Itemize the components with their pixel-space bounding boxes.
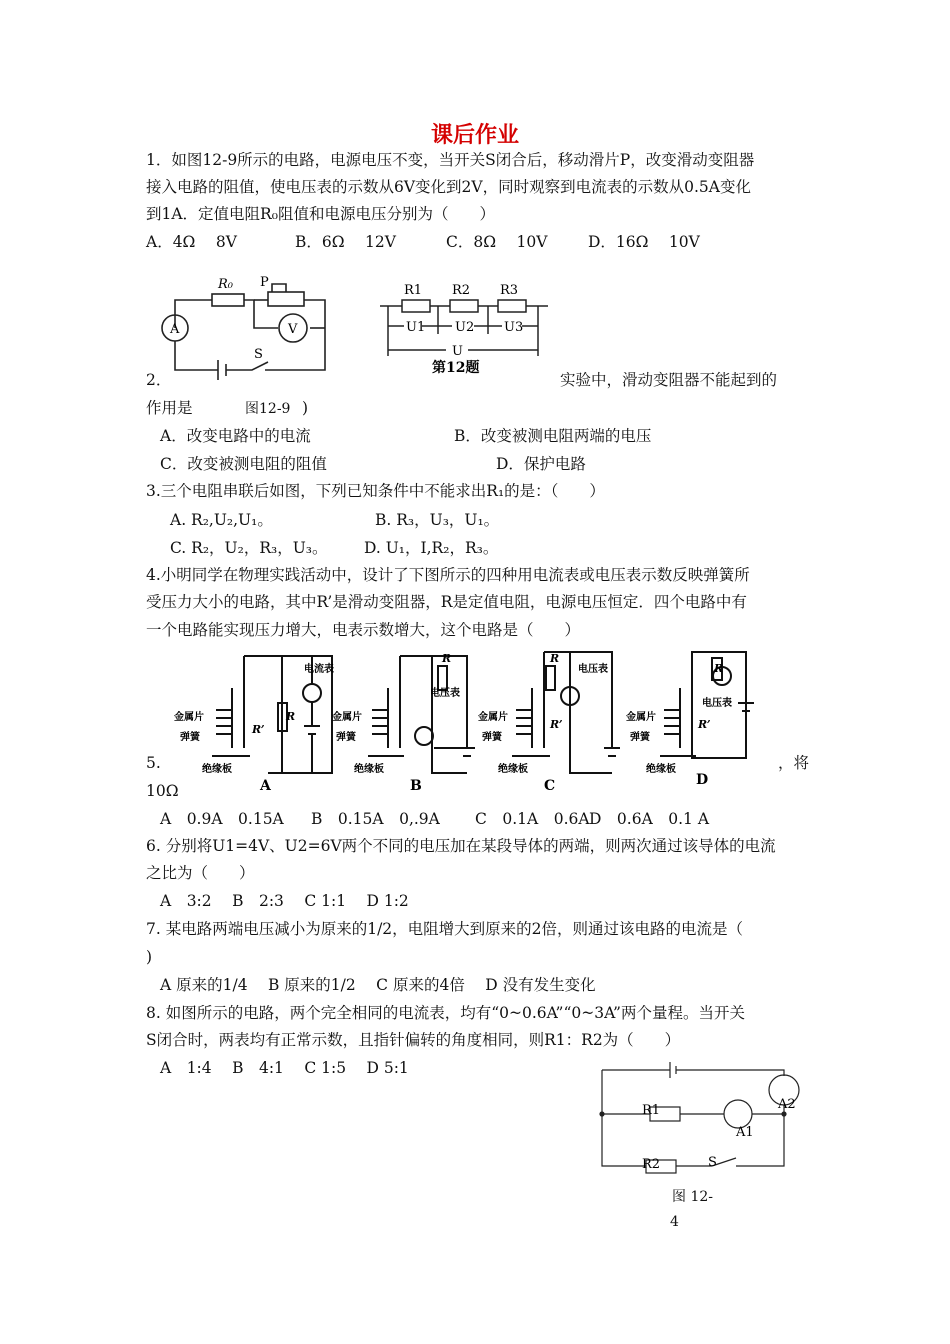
q1-option-d: D．16Ω 10V (588, 233, 700, 251)
circuit-a-metal-label: 金属片 (174, 712, 204, 723)
fig12-r3-label: R3 (500, 283, 519, 298)
q2-option-d: D．保护电路 (496, 455, 586, 473)
circuit-c-metal-label: 金属片 (478, 712, 508, 723)
q7-options: A 原来的1/4 B 原来的1/2 C 原来的4倍 D 没有发生变化 (160, 976, 596, 994)
circuit-b-meter: 电压表 (430, 688, 460, 699)
q3-option-c: C. R₂，U₂，R₃，U₃。 (170, 539, 328, 557)
q3-line1: 3.三个电阻串联后如图，下列已知条件中不能求出R₁的是：（ ） (146, 482, 605, 500)
q5-line2-start: 10Ω (146, 782, 179, 800)
circuit-c-rp-label: R’ (550, 718, 563, 731)
fig12-r2-label: R2 (452, 283, 471, 298)
q8-switch-label: S (708, 1155, 717, 1170)
q5-option-d: D 0.6A 0.1 A (589, 810, 710, 828)
fig129-p-label: P (260, 275, 269, 290)
q4-line3: 一个电路能实现压力增大，电表示数增大，这个电路是（ ） (146, 621, 581, 639)
circuit-a-letter: A (260, 778, 271, 794)
circuit-b-r-label: R (442, 652, 452, 665)
page-title: 课后作业 (430, 123, 519, 148)
q8-circuit-figure (596, 1060, 811, 1172)
fig129-caption: 图12-9 (245, 401, 291, 417)
q7-line1: 7. 某电路两端电压减小为原来的1/2，电阻增大到原来的2倍，则通过该电路的电流是（ (146, 920, 744, 938)
circuit-a-plate-label: 绝缘板 (202, 764, 232, 775)
fig129-switch-label: S (254, 347, 263, 362)
circuit-c-spring-label: 弹簧 (482, 732, 502, 743)
q5-line1-end: ，将 (778, 754, 810, 772)
circuit-c-meter: 电压表 (578, 664, 608, 675)
circuit-c-plate-label: 绝缘板 (498, 764, 528, 775)
fig129-r0-label: R₀ (218, 277, 233, 292)
circuit-d-rp-label: R’ (698, 718, 711, 731)
q6-line1: 6. 分别将U1=4V、U2=6V两个不同的电压加在某段导体的两端，则两次通过该导体的电流 (146, 837, 776, 855)
q8-a2-label: A2 (778, 1097, 796, 1112)
q8-figure-caption: 图 12- (672, 1189, 713, 1205)
circuit-a-r-label: R (286, 710, 296, 723)
fig12-u-label: U (452, 344, 463, 359)
q2-line1-end: 实验中，滑动变阻器不能起到的 (560, 371, 778, 389)
q1-option-a: A．4Ω 8V (146, 233, 237, 251)
q5-number: 5. (146, 754, 161, 772)
fig12-u3-label: U3 (504, 320, 524, 335)
fig129-voltmeter-label: V (288, 322, 298, 337)
q6-options: A 3:2 B 2:3 C 1:1 D 1:2 (160, 892, 409, 910)
q6-line2: 之比为（ ） (146, 864, 255, 882)
circuit-a-spring-label: 弹簧 (180, 732, 200, 743)
q2-option-b: B．改变被测电阻两端的电压 (454, 427, 652, 445)
q3-option-a: A. R₂,U₂,U₁。 (170, 511, 273, 529)
q2-line2: 作用是 (146, 399, 193, 417)
circuit-d-metal-label: 金属片 (626, 712, 656, 723)
q1-option-b: B．6Ω 12V (295, 233, 396, 251)
page-number: 4 (670, 1214, 679, 1230)
circuit-a-rp-label: R’ (252, 723, 265, 736)
q8-line2: S闭合时，两表均有正常示数，且指针偏转的角度相同，则R1：R2为（ ） (146, 1031, 681, 1049)
figure-12-series-resistors (380, 278, 550, 376)
q4-line2: 受压力大小的电路，其中R’是滑动变阻器，R是定值电阻，电源电压恒定．四个电路中有 (146, 593, 747, 611)
q2-option-c: C．改变被测电阻的阻值 (160, 455, 327, 473)
figure-12-9-circuit (150, 270, 350, 380)
circuit-d-plate-label: 绝缘板 (646, 764, 676, 775)
circuit-c-r-label: R (550, 652, 560, 665)
q1-option-c: C．8Ω 10V (446, 233, 548, 251)
circuit-b-spring-label: 弹簧 (336, 732, 356, 743)
q5-option-b: B 0.15A 0,.9A (311, 810, 440, 828)
fig12-caption: 第12题 (432, 360, 480, 376)
q5-option-a: A 0.9A 0.15A (160, 810, 284, 828)
circuit-b-metal-label: 金属片 (332, 712, 362, 723)
q8-options: A 1:4 B 4:1 C 1:5 D 5:1 (160, 1059, 409, 1077)
q1-line3: 到1A．定值电阻R₀阻值和电源电压分别为（ ） (146, 205, 495, 223)
q4-circuits-figure (172, 648, 812, 793)
q3-option-d: D. U₁，I,R₂，R₃。 (364, 539, 499, 557)
q4-line1: 4.小明同学在物理实践活动中，设计了下图所示的四种用电流表或电压表示数反映弹簧所 (146, 566, 750, 584)
q8-line1: 8. 如图所示的电路，两个完全相同的电流表，均有“0~0.6A”“0~3A”两个量程。当开关 (146, 1004, 745, 1022)
circuit-a-meter: 电流表 (304, 664, 334, 675)
q2-option-a: A．改变电路中的电流 (160, 427, 311, 445)
circuit-c-letter: C (544, 778, 556, 794)
circuit-d-spring-label: 弹簧 (630, 732, 650, 743)
q8-r2-label: R2 (642, 1157, 661, 1172)
fig129-ammeter-label: A (170, 322, 180, 337)
circuit-d-meter: 电压表 (702, 698, 732, 709)
q8-r1-label: R1 (642, 1103, 661, 1118)
fig12-r1-label: R1 (404, 283, 423, 298)
q7-line2: ) (146, 948, 153, 966)
q2-number: 2． (146, 371, 172, 389)
fig12-u1-label: U1 (406, 320, 426, 335)
circuit-d-letter: D (696, 772, 709, 788)
q3-option-b: B. R₃，U₃，U₁。 (375, 511, 500, 529)
q2-line2-end: ) (302, 399, 309, 417)
circuit-d-r-label: R (714, 662, 724, 675)
q1-line2: 接入电路的阻值，使电压表的示数从6V变化到2V，同时观察到电流表的示数从0.5A变化 (146, 178, 751, 196)
fig12-u2-label: U2 (455, 320, 475, 335)
q1-line1: 1．如图12-9所示的电路，电源电压不变，当开关S闭合后，移动滑片P，改变滑动变阻器 (146, 151, 755, 169)
circuit-b-letter: B (410, 778, 422, 794)
circuit-b-plate-label: 绝缘板 (354, 764, 384, 775)
q5-option-c: C 0.1A 0.6A (475, 810, 590, 828)
q8-a1-label: A1 (736, 1125, 754, 1140)
